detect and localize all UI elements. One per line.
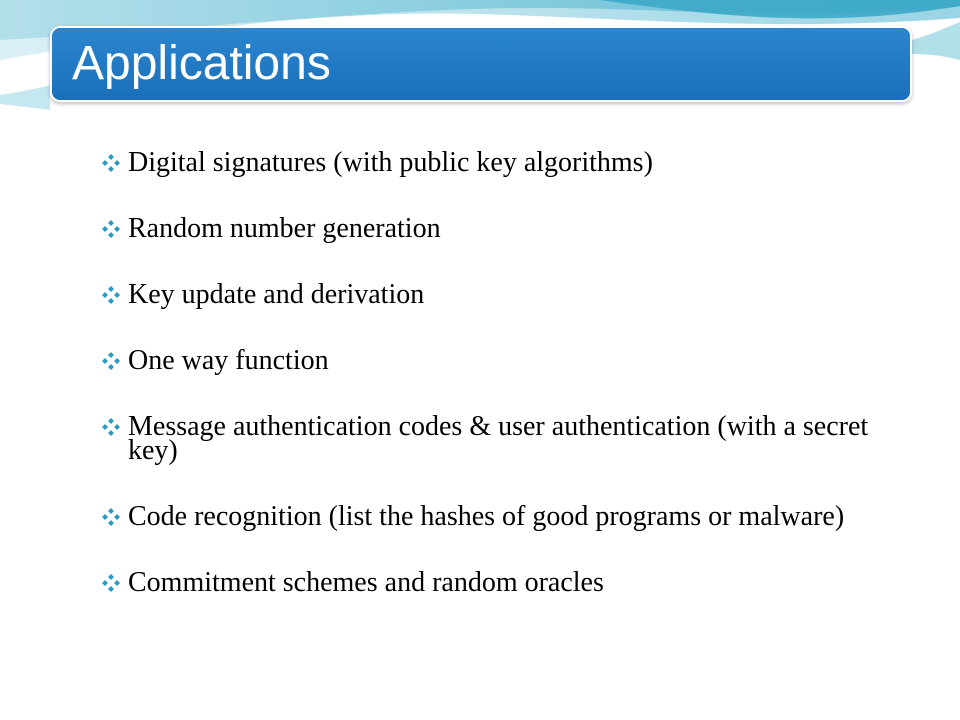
four-diamond-bullet-icon	[102, 508, 120, 526]
slide-title: Applications	[72, 37, 331, 90]
bullet-text: Message authentication codes & user authentication (with a secret key)	[128, 411, 869, 466]
four-diamond-bullet-icon	[102, 352, 120, 370]
bullet-item	[102, 213, 902, 244]
bullet-text: Key update and derivation	[128, 279, 425, 310]
bullet-text: Commitment schemes and random oracles	[128, 567, 604, 598]
four-diamond-bullet-icon	[102, 220, 120, 238]
four-diamond-bullet-icon	[102, 154, 120, 172]
bullet-item	[102, 567, 902, 598]
bullet-list	[102, 140, 902, 637]
bullet-item	[102, 147, 902, 178]
bullet-item	[102, 345, 902, 376]
bullet-item	[102, 411, 902, 466]
bullet-item	[102, 279, 902, 310]
title-bar	[50, 26, 912, 102]
bullet-text: Random number generation	[128, 213, 441, 244]
four-diamond-bullet-icon	[102, 574, 120, 592]
bullet-item	[102, 501, 902, 532]
four-diamond-bullet-icon	[102, 286, 120, 304]
bullet-text: Digital signatures (with public key algorithms)	[128, 147, 653, 178]
bullet-text: Code recognition (list the hashes of good programs or malware)	[128, 501, 845, 532]
bullet-text: One way function	[128, 345, 329, 376]
four-diamond-bullet-icon	[102, 418, 120, 436]
